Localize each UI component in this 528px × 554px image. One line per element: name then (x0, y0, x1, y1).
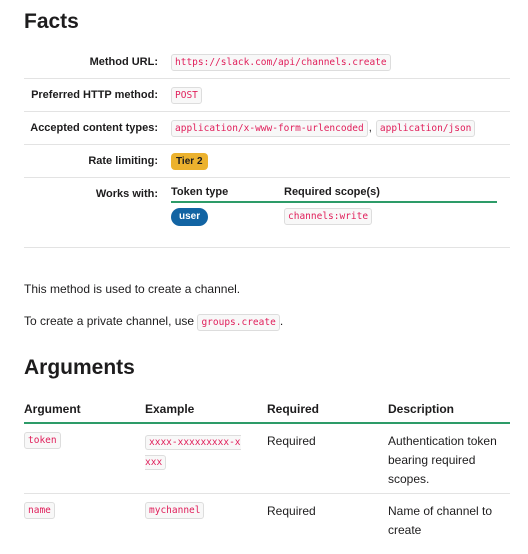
rate-tier-badge[interactable]: Tier 2 (171, 153, 208, 170)
description-name: Name of channel to create (388, 504, 493, 537)
fact-row-rate-limiting (24, 145, 510, 178)
table-row (24, 424, 510, 494)
works-with-label: Works with: (95, 188, 158, 200)
arguments-heading: Arguments (24, 356, 135, 379)
required-name: Required (267, 504, 316, 518)
scope-table (171, 186, 497, 233)
scopes-header: Required scope(s) (284, 186, 380, 198)
groups-create-link[interactable]: groups.create (197, 314, 279, 331)
description-line-2-prefix: To create a private channel, use (24, 314, 195, 328)
argument-name: name (24, 502, 55, 519)
content-types-label: Accepted content types: (30, 122, 158, 134)
arguments-table (24, 396, 510, 546)
content-type-json: application/json (376, 120, 476, 137)
argument-token: token (24, 432, 61, 449)
http-method-label: Preferred HTTP method: (31, 89, 158, 101)
description-token: Authentication token bearing required scopes. (388, 434, 497, 486)
token-type-header: Token type (171, 186, 229, 198)
fact-row-works-with (24, 178, 510, 248)
example-header: Example (145, 402, 195, 416)
description-line-2 (24, 314, 283, 331)
rate-limiting-label: Rate limiting: (88, 155, 158, 167)
scope-row (171, 203, 497, 233)
token-type-user-badge[interactable]: user (171, 208, 208, 226)
arguments-table-header (24, 396, 510, 424)
example-name: mychannel (145, 502, 204, 519)
description-line-1: This method is used to create a channel. (24, 282, 241, 296)
description-line-2-suffix: . (279, 314, 284, 328)
fact-row-method-url (24, 46, 510, 79)
fact-row-http-method (24, 79, 510, 112)
facts-heading: Facts (24, 10, 79, 33)
facts-table (24, 46, 510, 248)
fact-row-content-types (24, 112, 510, 145)
method-url-value: https://slack.com/api/channels.create (171, 54, 391, 71)
content-type-form: application/x-www-form-urlencoded (171, 120, 368, 137)
example-token: xxxx-xxxxxxxxx-xxxx (145, 437, 241, 468)
table-row (24, 494, 510, 546)
required-token: Required (267, 434, 316, 448)
description-header: Description (388, 402, 455, 416)
method-url-label: Method URL: (89, 56, 158, 68)
scope-table-header (171, 186, 497, 203)
argument-header: Argument (24, 402, 81, 416)
content-type-separator: , (368, 122, 372, 134)
http-method-value: POST (171, 87, 202, 104)
required-header: Required (267, 402, 320, 416)
scope-value: channels:write (284, 208, 372, 225)
